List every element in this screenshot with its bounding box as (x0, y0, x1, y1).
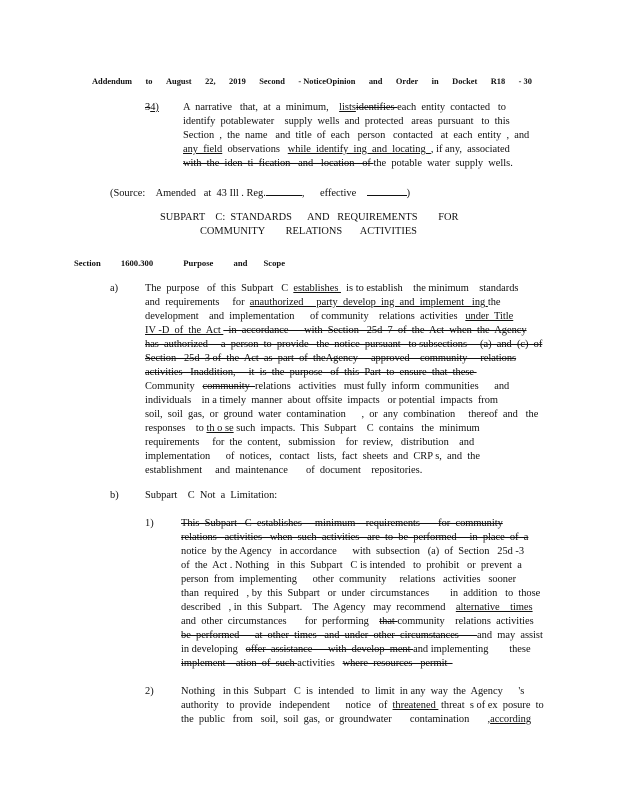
text: the potable water supply wells. (373, 158, 513, 169)
header-to: to (145, 77, 153, 86)
header-month: August (165, 77, 192, 86)
text: and implementing these (413, 644, 531, 655)
subitem-1-label: 1) (145, 518, 154, 529)
source-note: (Source: Amended at 43 Ill . Reg. , effective ) (110, 185, 410, 201)
inserted-text: anauthorized party develop ing and implement ing (249, 297, 488, 308)
item-34-old-number: 3 (145, 102, 151, 113)
header-r-suffix: - 30 (518, 77, 532, 86)
subitem-2 (181, 685, 544, 727)
text: community relations activities (397, 616, 534, 627)
paragraph-a (145, 282, 543, 478)
text: the public from soil, soil gas, or groundwater contamination , (181, 714, 491, 725)
text: threat s of ex posure to (438, 700, 544, 711)
text: responses to (145, 423, 207, 434)
text-line: than required , by this Subpart or under circumstances in addition to those (181, 588, 541, 599)
deleted-text: offer assistance with develop ment (245, 644, 414, 655)
inserted-text: under Title (465, 311, 514, 322)
text-line: soil, soil gas, or ground water contamination , or any combination thereof and the (145, 409, 539, 420)
header-day: 22, (205, 77, 216, 86)
deleted-text: be performed at other times and under other circumstances (181, 630, 478, 641)
text: is to establish the minimum standards (340, 283, 519, 294)
section-label: Section (74, 258, 101, 268)
text: authority to provide independent notice of (181, 700, 393, 711)
inserted-text: establishes (293, 283, 341, 294)
item-34-number (145, 101, 159, 115)
text: and requirements for (145, 297, 250, 308)
source-close: ) (406, 188, 411, 199)
deleted-text: relations activities when such activities are to be performed in place of a (181, 532, 529, 543)
source-register: at 43 Ill . Reg. (203, 188, 266, 199)
text: described , in this Subpart. The Agency may recommend (181, 602, 456, 613)
header-notice-type: - NoticeOpinion (298, 77, 356, 86)
deleted-text: community (202, 381, 255, 392)
paragraph-b-label: b) (110, 490, 119, 501)
source-effective: effective (320, 188, 357, 199)
subpart-title-line: SUBPART C: STANDARDS AND REQUIREMENTS FOR (160, 212, 459, 223)
section-heading (74, 256, 374, 270)
deleted-text: activities Inaddition, it is the purpose of this Part to ensure that these (145, 367, 477, 378)
inserted-text: while identify ing and locating (287, 144, 431, 155)
text-line: Nothing in this Subpart C is intended to limit in any way the Agency 's (181, 686, 525, 697)
text: the (487, 297, 501, 308)
inserted-text: according (490, 714, 532, 725)
item-34-paragraph (183, 101, 530, 171)
source-blank (367, 185, 407, 196)
text: observations (222, 144, 288, 155)
text: activities (297, 658, 343, 669)
header-year: 2019 (229, 77, 246, 86)
text: A narrative that, at a minimum, (183, 102, 340, 113)
text: development and implementation of community relations activities (145, 311, 466, 322)
text: The purpose of this Subpart C (145, 283, 294, 294)
text-line: notice by the Agency in accordance with subsection (a) of Section 25d -3 (181, 546, 525, 557)
text-line: establishment and maintenance of document repositories. (145, 465, 423, 476)
section-title: and (233, 258, 248, 268)
paragraph-a-label: a) (110, 283, 119, 294)
header-doc: Addendum (92, 77, 133, 86)
text: such impacts. This Subpart C contains the minimum (233, 423, 480, 434)
paragraph-b-heading: Subpart C Not a Limitation: (145, 490, 278, 501)
header-and: and (368, 77, 383, 86)
page-header (92, 75, 532, 89)
deleted-text: with the iden ti fication and location of (183, 158, 374, 169)
inserted-text: IV -D of the Act (145, 325, 224, 336)
section-title: Scope (263, 258, 286, 268)
subitem-1 (181, 517, 543, 671)
item-34-new-number: 4) (150, 102, 159, 113)
section-title: Purpose (183, 258, 214, 268)
text: each entity contacted to (397, 102, 506, 113)
text-line: Section , the name and title of each person contacted at each entity , and (183, 130, 530, 141)
text-line: implementation of notices, contact lists, fact sheets and CRP s, and the (145, 451, 480, 462)
header-in: in (431, 77, 439, 86)
deleted-text: identifies (355, 102, 398, 113)
header-docket: Docket (452, 77, 478, 86)
source-amended: Amended (155, 188, 196, 199)
inserted-text: any field (183, 144, 223, 155)
text-line: person from implementing other community relations activities sooner (181, 574, 517, 585)
header-order: Order (395, 77, 419, 86)
text: Community (145, 381, 203, 392)
inserted-text: th o se (206, 423, 234, 434)
text-line: individuals in a timely manner about offsite impacts or potential impacts from (145, 395, 499, 406)
deleted-text: that (379, 616, 398, 627)
header-notice: Second (259, 77, 285, 86)
source-blank (266, 185, 302, 196)
text-line: identify potablewater supply wells and protected areas pursuant to this (183, 116, 510, 127)
section-number: 1600.300 (120, 258, 154, 268)
deleted-text: This Subpart C establishes minimum requirements for community (181, 518, 503, 529)
inserted-text: lists (339, 102, 356, 113)
text-line: requirements for the content, submission for review, distribution and (145, 437, 475, 448)
deleted-text: Section 25d 3 of the Act as part of theAgency approved community relations (145, 353, 517, 364)
deleted-text: where resources permit (342, 658, 453, 669)
subitem-2-label: 2) (145, 686, 154, 697)
text-line: of the Act . Nothing in this Subpart C is intended to prohibit or prevent a (181, 560, 522, 571)
subpart-title (160, 211, 460, 239)
text: , if any, associated (430, 144, 510, 155)
text: and other circumstances for performing (181, 616, 380, 627)
text: in developing (181, 644, 246, 655)
deleted-text: implement ation of such (181, 658, 298, 669)
header-r-number: R18 (490, 77, 506, 86)
text: and may assist (477, 630, 543, 641)
deleted-text: in accordance with Section 25d 7 of the Act when the Agency (223, 325, 527, 336)
source-label: (Source: (110, 188, 146, 199)
text: relations activities must fully inform communities and (254, 381, 510, 392)
inserted-text: alternative times (455, 602, 533, 613)
subpart-title-line: COMMUNITY RELATIONS ACTIVITIES (200, 226, 417, 237)
inserted-text: threatened (392, 700, 439, 711)
deleted-text: has authorized a person to provide the notice pursuant to subsections (a) and (c) of (145, 339, 543, 350)
